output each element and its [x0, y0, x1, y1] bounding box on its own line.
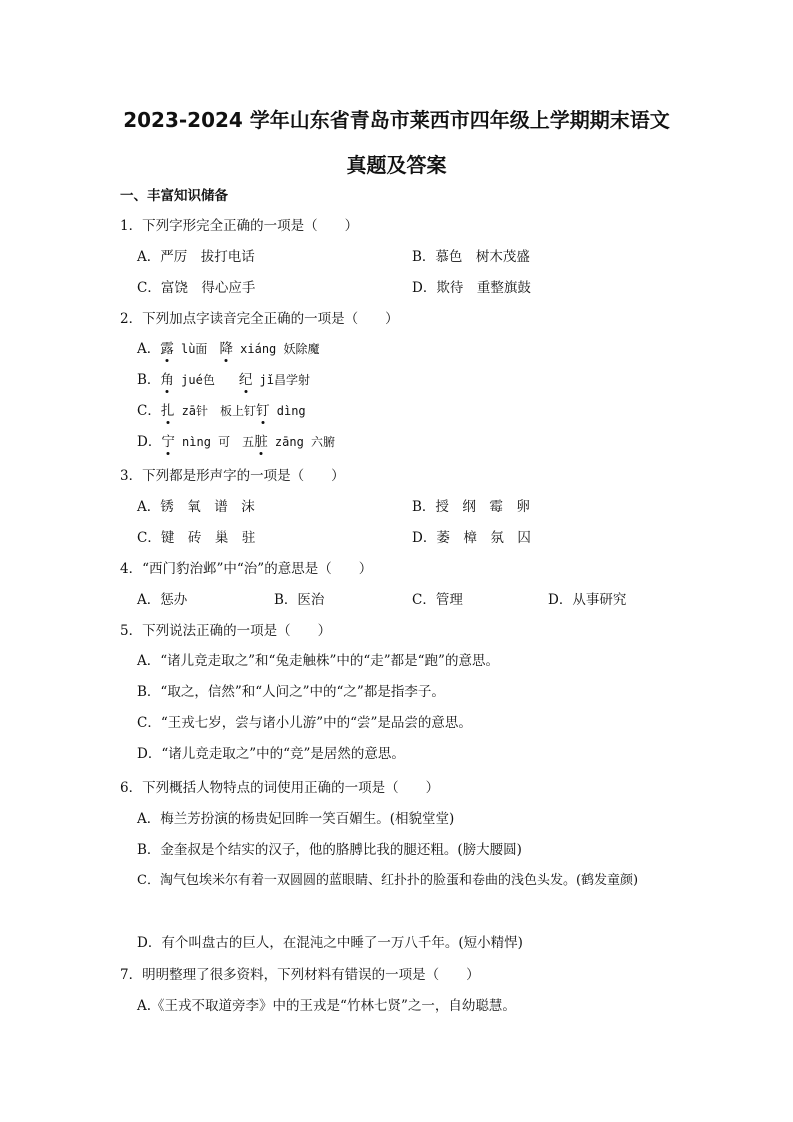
question-5-option-c: C．“王戎七岁，尝与诸小儿游”中的“尝”是品尝的意思。 — [137, 715, 472, 731]
question-6-option-b: B．金奎叔是个结实的汉子，他的胳膊比我的腿还粗。(膀大腰圆) — [137, 842, 522, 858]
question-6-stem: 6．下列概括人物特点的词使用正确的一项是（ ） — [120, 780, 440, 796]
question-6-option-c: C．淘气包埃米尔有着一双圆圆的蓝眼睛、红扑扑的脸蛋和卷曲的浅色头发。(鹤发童颜) — [137, 873, 639, 888]
question-3-option-d: D．萎 樟 氛 囚 — [412, 530, 531, 546]
question-3-stem: 3．下列都是形声字的一项是（ ） — [120, 468, 345, 484]
question-1-option-c: C．富饶 得心应手 — [137, 280, 256, 296]
dotted-char: 脏 — [254, 434, 268, 450]
section-heading: 一、丰富知识储备 — [120, 188, 228, 204]
question-2-option-b — [137, 370, 310, 390]
question-2-option-c — [137, 401, 306, 421]
question-2-option-d — [137, 432, 335, 452]
question-3-option-b: B．授 纲 霉 卵 — [412, 499, 530, 515]
question-5-option-b: B．“取之，信然”和“人问之”中的“之”都是指李子。 — [137, 684, 445, 700]
question-5-option-a: A．“诸儿竞走取之”和“兔走触株”中的“走”都是“跑”的意思。 — [137, 653, 499, 669]
pinyin-text: xiáng 妖除魔 — [232, 342, 320, 356]
dotted-char: 角 — [160, 372, 174, 388]
question-4-option-d: D．从事研究 — [548, 592, 627, 608]
document-title-line1: 2023-2024 学年山东省青岛市莱西市四年级上学期期末语文 — [123, 108, 670, 132]
question-7-stem: 7．明明整理了很多资料，下列材料有错误的一项是（ ） — [120, 967, 480, 983]
question-6-option-d: D．有个叫盘古的巨人，在混沌之中睡了一万八千年。(短小精悍) — [137, 935, 523, 951]
dotted-char: 纪 — [238, 372, 253, 388]
dotted-char: 钉 — [256, 403, 270, 419]
option-letter: A． — [137, 341, 161, 357]
option-letter: B． — [137, 372, 161, 388]
pinyin-text: jué色 — [173, 373, 239, 387]
question-6-option-a: A．梅兰芳扮演的杨贵妃回眸一笑百媚生。(相貌堂堂) — [137, 811, 455, 827]
question-1-option-b: B．慕色 树木茂盛 — [412, 249, 530, 265]
question-1-stem: 1．下列字形完全正确的一项是（ ） — [120, 218, 359, 234]
dotted-char: 露 — [160, 341, 174, 357]
option-letter: D． — [137, 434, 162, 450]
question-1-option-a: A．严厉 拔打电话 — [137, 249, 255, 265]
question-4-option-b: B．医治 — [274, 592, 325, 608]
pinyin-text: nìng 可 五 — [174, 435, 255, 449]
pinyin-text: dìng — [269, 404, 306, 418]
question-4-option-a: A．惩办 — [137, 592, 188, 608]
question-2-option-a — [137, 339, 320, 359]
pinyin-text: jǐ昌学射 — [252, 373, 311, 387]
question-1-option-d: D．欺待 重整旗鼓 — [412, 280, 531, 296]
dotted-char: 降 — [219, 341, 233, 357]
option-letter: C． — [137, 403, 161, 419]
question-2-stem: 2．下列加点字读音完全正确的一项是（ ） — [120, 311, 399, 327]
question-5-option-d: D．“诸儿竞走取之”中的“竞”是居然的意思。 — [137, 746, 405, 762]
question-7-option-a: A.《王戎不取道旁李》中的王戎是“竹林七贤”之一，自幼聪慧。 — [137, 998, 516, 1014]
question-3-option-a: A．锈 氧 谱 沫 — [137, 499, 255, 515]
pinyin-text: zā针 板上钉 — [174, 404, 257, 418]
question-5-stem: 5．下列说法正确的一项是（ ） — [120, 623, 332, 639]
question-4-option-c: C．管理 — [412, 592, 463, 608]
pinyin-text: zāng 六腑 — [267, 435, 336, 449]
question-3-option-c: C．键 砖 巢 驻 — [137, 530, 256, 546]
question-4-stem: 4．“西门豹治邺”中“治”的意思是（ ） — [120, 561, 373, 577]
dotted-char: 宁 — [161, 434, 175, 450]
dotted-char: 扎 — [160, 403, 175, 419]
pinyin-text: lù面 — [173, 342, 220, 356]
document-title-line2: 真题及答案 — [346, 153, 447, 177]
